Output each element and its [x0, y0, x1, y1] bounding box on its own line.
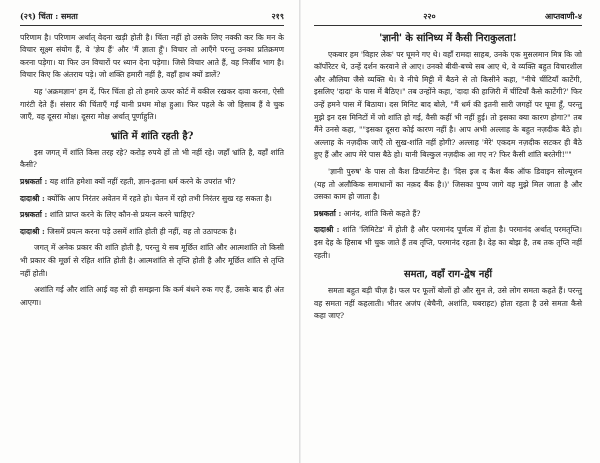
- left-page: [0, 0, 298, 463]
- right-paragraph-3: समता बहुत बड़ी चीज़ है। फल पर फूलों बोलों हो और सुन ले, उसे लोग समता कहते हैं। परन्तु वह समता नहीं कहलाती। भीतर अजंप (बेचैनी, अशांति, घबराहट) होता रहता है उसे समता कैसे कहा जाए?: [314, 286, 582, 321]
- speaker-label: प्रश्नकर्ता :: [314, 208, 342, 218]
- left-section-heading: भ्रांति में शांति रहती है?: [110, 130, 194, 142]
- left-paragraph-3: जगत् में अनेक प्रकार की शांति होती है, परन्तु ये सब मूर्छित शांति और आत्मशांति तो किसी भी प्रकार की मूर्छा से रहित शांति होती है। आत्मशांति से तृप्ति होती है और मूर्छित शांति से तृप्ति नहीं होती।: [20, 243, 284, 278]
- right-section-heading-2: समता, वहाँ राग-द्वेष नहीं: [403, 269, 493, 281]
- left-paragraph-4: अशांति गई और शांति आई वह सो ही समझना कि कर्म बंधने रुक गए हैं, उसके बाद ही अंत आएगा।: [20, 285, 284, 307]
- left-running-head: [20, 10, 284, 26]
- left-intro-paragraph: इस जगत् में शांति किस तरह रहे? करोड़ रुपये हों तो भी नहीं रहे। जहाँ भ्रांति है, वहाँ शांति कैसी?: [20, 147, 284, 170]
- left-paragraph-1: परिणाम है। परिणाम अर्थात् वेदना खड़ी होती है। चिंता नहीं हो उसके लिए नक्की कर कि मन के विचार सूक्ष्म संयोग हैं, वे 'ज्ञेय हैं' और 'मैं ज्ञाता हूँ'। विचार तो आएँगे परन्तु उनका प्रतिक्रमण करना पड़ेगा। या फिर उन विचारों पर ध्यान देना पड़ेगा। जिसे विचार आते हैं, वह निर्जीव भाग है। विचार किए कि अंतराय पड़े। जो शक्ति हमारी नहीं है, वहाँ हाथ क्यों डालें?: [20, 32, 284, 80]
- dialogue-question: [20, 176, 284, 189]
- dialogue-question: [20, 209, 284, 222]
- speaker-label: दादाश्री :: [20, 193, 45, 203]
- right-section-heading-1: 'ज्ञानी' के सांनिध्य में कैसी निराकुलता!: [379, 32, 517, 44]
- speaker-label: प्रश्नकर्ता :: [20, 176, 48, 186]
- speaker-label: प्रश्नकर्ता :: [20, 210, 48, 220]
- dialogue-text: जिसमें प्रयत्न करना पड़े उसमें शांति होती ही नहीं, वह तो उठापटक है।: [47, 226, 237, 236]
- dialogue-text: यह शांति हमेशा क्यों नहीं रहती, ज्ञान-इतना धर्म करने के उपरांत भी?: [49, 176, 236, 186]
- dialogue-text: शांति प्राप्त करने के लिए कौन-से प्रयत्न करने चाहिए?: [49, 210, 195, 220]
- dialogue-question: [314, 208, 582, 221]
- right-page: [302, 0, 600, 463]
- left-paragraph-2: यह 'अक्रमज्ञान' हम दें, फिर चिंता हो तो हमारे ऊपर कोर्ट में वकील रखकर दावा करना, ऐसी गारंटी देते हैं। संसार की चिंताएँ गईं यानी प्रथम मोक्ष हुआ। फिर पहले के जो हिसाब हैं वे चुक जाएँ, वह दूसरा मोक्ष। दूसरा मोक्ष अर्थात् पूर्णाहुति।: [20, 86, 284, 122]
- right-running-head: [314, 10, 582, 26]
- dialogue-answer: [20, 193, 284, 206]
- speaker-label: दादाश्री :: [314, 225, 340, 235]
- right-paragraph-2: 'ज्ञानी पुरुष' के पास तो कैश डिपार्टमेन्ट है। 'दिस इज द कैश बैंक ऑफ डिवाइन सोल्यूशन (यह तो अलौकिक समाधानों का नक़द बैंक है।)' जिसका पुण्य जागे वह मुझे मिल जाता है और उसका काम हो जाता है।: [314, 166, 582, 202]
- dialogue-answer: [20, 226, 284, 239]
- dialogue-text: क्योंकि आप निरंतर अवेतन में रहते हो। चेतन में रहो तभी निरंतर सुख रह सकता है।: [47, 193, 272, 203]
- right-book-title: आप्तवाणी-४: [544, 11, 582, 21]
- dialogue-text: आनंद, शांति किसे कहते हैं?: [343, 208, 421, 218]
- left-page-number: २१९: [271, 11, 284, 21]
- dialogue-text: शांति 'लिमिटेड' में होती है और परमानंद पूर्णत्व में होता है। परमानंद अर्थात् परमतृप्ति। इस देह के हिसाब भी चुक जाते हैं तब तृप्ति, परमानंद रहता है। देह का बोझ है, तब तक तृप्ति नहीं रहती।: [314, 225, 582, 260]
- book-gutter: [299, 0, 301, 463]
- right-page-number: २२०: [423, 11, 436, 21]
- left-chapter-title: (२९) चिंता : समता: [20, 11, 78, 21]
- right-paragraph-1: एकबार हम 'विहार लेक' पर घूमने गए थे। वहाँ रामदा साहब, उनके एक मुसलमान मित्र कि जो कॉर्पोरेटर थे, उन्हें दर्शन करवाने ले आए। उनको बीवी-बच्चे सब आए थे, वे व्यक्ति बहुत विचारशील और औलिया जैसे व्यक्ति थे। वे नीचे मिट्टी में बैठने से तो किसीने कहा, "नीचे चींटियाँ काटेंगी, इसलिए 'दादा' के पास में बैठिए।" तब उन्होंने कहा, 'दादा की हाजिरी में चींटियाँ कैसे काटेंगी?' फिर उन्हें हमने पास में बिठाया। दस मिनिट बाद बोले, "मैं धर्म की इतनी सारी जगहों पर घूमा हूँ, परन्तु मुझे इन दस मिनिटों में जो शांति हो गई, वैसी कहीं भी नहीं हुई। तो इसका क्या कारण होगा?" तब मैंने उनसे कहा, ""इसका दूसरा कोई कारण नहीं है। आप अभी अल्लाह के बहुत नज़दीक बैठे हो। अल्लाह के नज़दीक जाएँ तो सुख-शांति नहीं होगी? अल्लाह 'मेरे' एकदम नज़दीक सटकर ही बैठे हुए हैं और आप मेरे पास बैठे हो। यानी बिल्कुल नज़दीक आ गए न? फिर कैसी शांति बरतेगी!"": [314, 49, 582, 160]
- dialogue-answer: [314, 224, 582, 262]
- speaker-label: दादाश्री :: [20, 226, 45, 236]
